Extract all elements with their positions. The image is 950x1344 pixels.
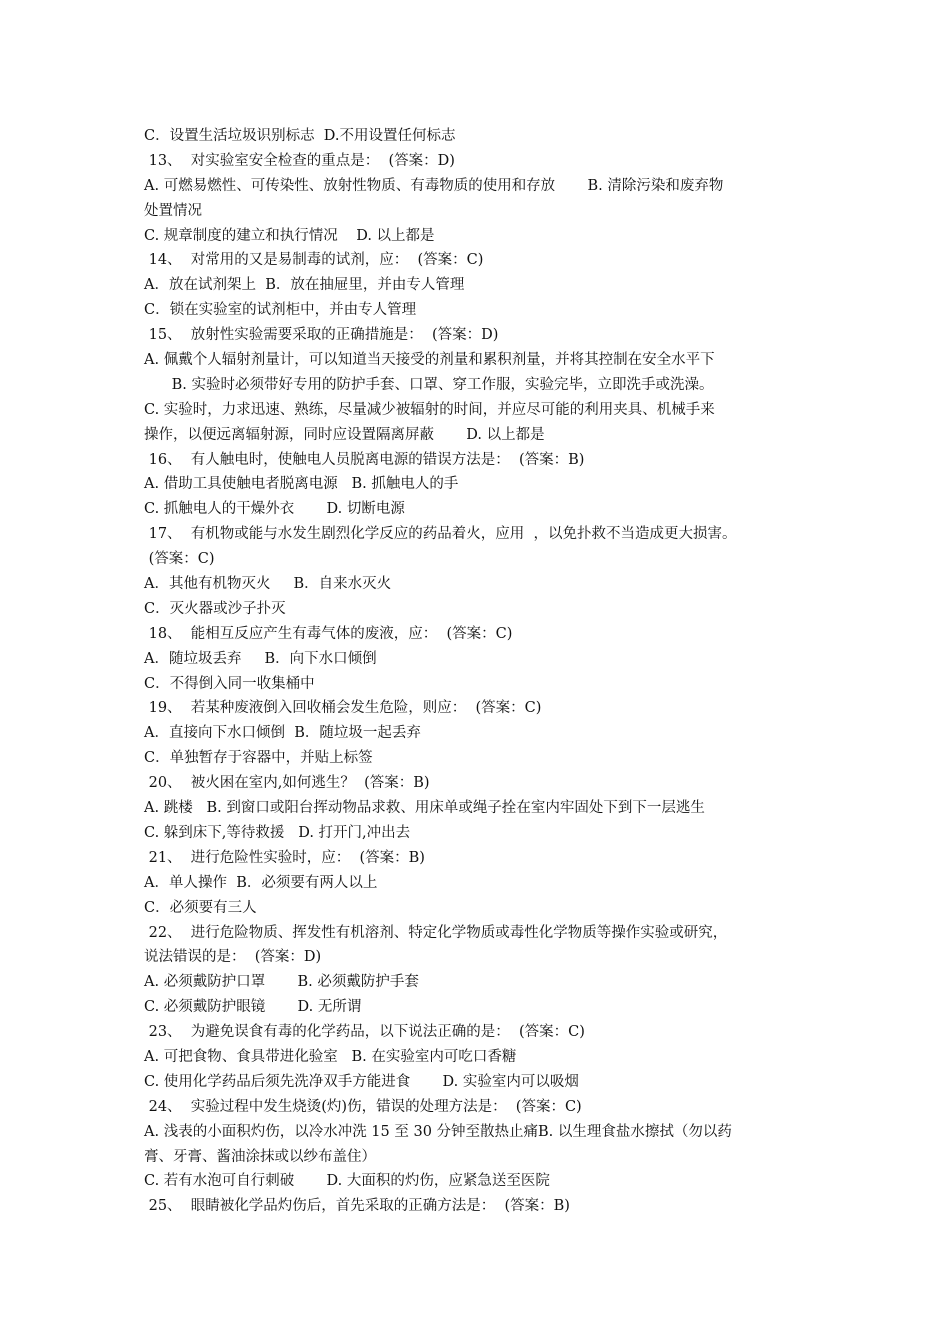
text-line: A．直接向下水口倾倒 B．随垃圾一起丢弃 xyxy=(144,725,421,742)
text-line: 处置情况 xyxy=(144,202,202,219)
question-24-line: 24、 实验过程中发生烧烫(灼)伤，错误的处理方法是： (答案：C) xyxy=(144,1098,582,1115)
text-line: C．灭火器或沙子扑灭 xyxy=(144,600,286,617)
question-22-line: 22、 进行危险物质、挥发性有机溶剂、特定化学物质或毒性化学物质等操作实验或研究， xyxy=(144,924,728,941)
text-line: C. 必须戴防护眼镜 D. 无所谓 xyxy=(144,999,362,1016)
question-17-line: 17、 有机物或能与水发生剧烈化学反应的药品着火，应用 ，以免扑救不当造成更大损害。 xyxy=(144,526,737,543)
text-line: C. 使用化学药品后须先洗净双手方能进食 D. 实验室内可以吸烟 xyxy=(144,1073,579,1090)
text-line: C．必须要有三人 xyxy=(144,899,257,916)
text-line: C. 若有水泡可自行刺破 D. 大面积的灼伤，应紧急送至医院 xyxy=(144,1173,550,1190)
document-body xyxy=(144,124,824,1219)
text-line: 操作，以便远离辐射源，同时应设置隔离屏蔽 D. 以上都是 xyxy=(144,426,545,443)
text-line: A. 可燃易燃性、可传染性、放射性物质、有毒物质的使用和存放 B. 清除污染和废弃物 xyxy=(144,177,724,194)
text-line: C. 实验时，力求迅速、熟练，尽量减少被辐射的时间，并应尽可能的利用夹具、机械手来 xyxy=(144,401,715,418)
text-line: A. 跳楼 B. 到窗口或阳台挥动物品求救、用床单或绳子拴在室内牢固处下到下一层逃生 xyxy=(144,800,705,817)
text-line: A．放在试剂架上 B．放在抽屉里，并由专人管理 xyxy=(144,277,465,294)
text-line: C．设置生活垃圾识别标志 D.不用设置任何标志 xyxy=(144,128,456,144)
text-line: A. 佩戴个人辐射剂量计，可以知道当天接受的剂量和累积剂量，并将其控制在安全水平下 xyxy=(144,352,715,369)
text-line: C．不得倒入同一收集桶中 xyxy=(144,675,315,692)
question-13-line: 13、 对实验室安全检查的重点是： (答案：D) xyxy=(144,152,455,169)
text-line: 膏、牙膏、酱油涂抹或以纱布盖住） xyxy=(144,1148,376,1165)
text-line: C. 躲到床下,等待救援 D. 打开门,冲出去 xyxy=(144,824,411,841)
question-16-line: 16、 有人触电时，使触电人员脱离电源的错误方法是： (答案：B) xyxy=(144,451,585,468)
text-line: A．随垃圾丢弃 B．向下水口倾倒 xyxy=(144,650,377,667)
text-line: A. 必须戴防护口罩 B. 必须戴防护手套 xyxy=(144,974,419,991)
text-line: A. 借助工具使触电者脱离电源 B. 抓触电人的手 xyxy=(144,476,459,493)
question-23-line: 23、 为避免误食有毒的化学药品，以下说法正确的是： (答案：C) xyxy=(144,1024,585,1041)
question-15-line: 15、 放射性实验需要采取的正确措施是： (答案：D) xyxy=(144,327,499,344)
text-line: C．单独暂存于容器中，并贴上标签 xyxy=(144,750,373,767)
text-line: C. 抓触电人的干燥外衣 D. 切断电源 xyxy=(144,501,405,518)
text-line: A．单人操作 B．必须要有两人以上 xyxy=(144,874,378,891)
question-19-line: 19、 若某种废液倒入回收桶会发生危险，则应： (答案：C) xyxy=(144,700,542,717)
text-line: A. 浅表的小面积灼伤，以冷水冲洗 15 至 30 分钟至散热止痛B. 以生理食盐水擦拭（勿以药 xyxy=(144,1123,732,1140)
question-18-line: 18、 能相互反应产生有毒气体的废液，应： (答案：C) xyxy=(144,625,513,642)
text-line: B. 实验时必须带好专用的防护手套、口罩、穿工作服，实验完毕，立即洗手或洗澡。 xyxy=(144,376,714,393)
text-line: C．锁在实验室的试剂柜中，并由专人管理 xyxy=(144,302,417,319)
text-line: C. 规章制度的建立和执行情况 D. 以上都是 xyxy=(144,227,435,244)
text-line: A. 可把食物、食具带进化验室 B. 在实验室内可吃口香糖 xyxy=(144,1048,517,1065)
text-line: A．其他有机物灭火 B．自来水灭火 xyxy=(144,576,392,593)
question-21-line: 21、 进行危险性实验时，应： (答案：B) xyxy=(144,849,425,866)
question-25-line: 25、 眼睛被化学品灼伤后，首先采取的正确方法是： (答案：B) xyxy=(144,1198,570,1215)
text-line: (答案：C) xyxy=(144,551,215,568)
question-20-line: 20、 被火困在室内,如何逃生？ (答案：B) xyxy=(144,775,430,792)
text-line: 说法错误的是： (答案：D) xyxy=(144,949,322,966)
question-14-line: 14、 对常用的又是易制毒的试剂，应： (答案：C) xyxy=(144,252,484,269)
